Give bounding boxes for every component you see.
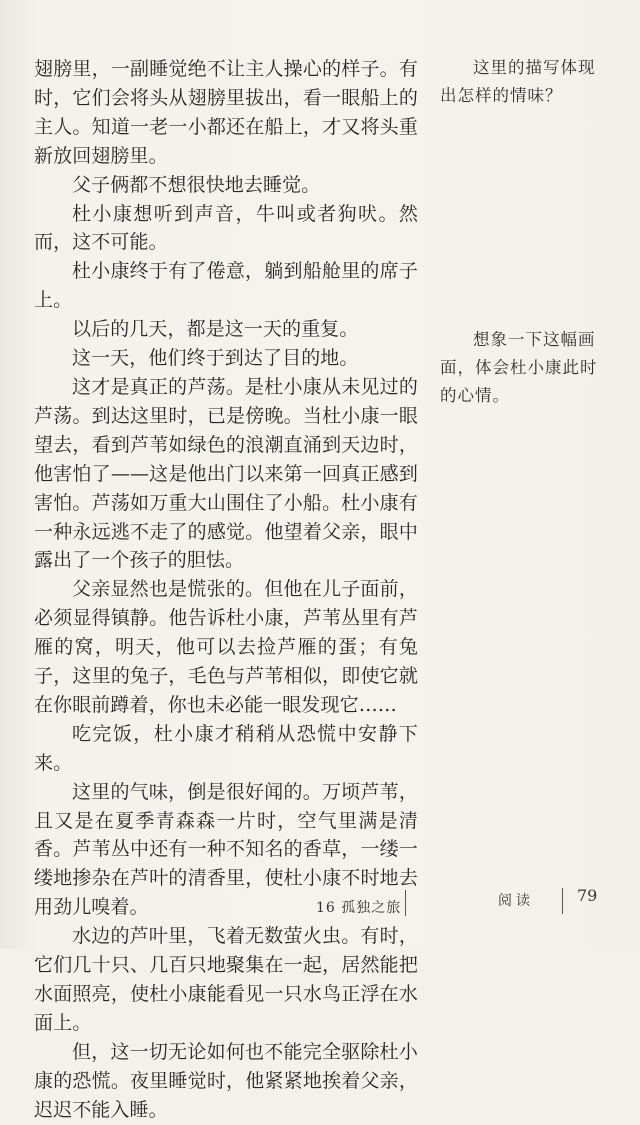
main-text-column <box>34 55 418 1125</box>
margin-note <box>440 54 610 110</box>
paragraph: 这才是真正的芦荡。是杜小康从未见过的芦荡。到达这里时，已是傍晚。当杜小康一眼望去，看到芦苇如绿色的浪潮直涌到天边时，他害怕了——这是他出门以来第一回真正感到害怕。芦荡如万重大山围住了小船。杜小康有一种永远逃不走了的感觉。他望着父亲，眼中露出了一个孩子的胆怯。 <box>34 375 418 572</box>
paragraph: 但，这一切无论如何也不能完全驱除杜小康的恐慌。夜里睡觉时，他紧紧地挨着父亲，迟迟不能入睡。 <box>34 1040 418 1121</box>
footer-section-label: 阅读 <box>498 893 534 909</box>
footer-lesson-title: 16 孤独之旅 <box>316 900 402 916</box>
paragraph: 这一天，他们终于到达了目的地。 <box>72 347 359 370</box>
paragraph: 杜小康终于有了倦意，躺到船舱里的席子上。 <box>34 260 418 312</box>
page-number: 79 <box>577 886 598 905</box>
paragraph: 翅膀里，一副睡觉绝不让主人操心的样子。有时，它们会将头从翅膀里拔出，看一眼船上的主人。知道一老一小都还在船上，才又将头重新放回翅膀里。 <box>34 58 418 167</box>
margin-note-text: 想象一下这幅画面，体会杜小康此时的心情。 <box>440 330 598 405</box>
footer-divider <box>405 890 406 916</box>
margin-note-text: 这里的描写体现出怎样的情味？ <box>440 58 596 105</box>
paragraph: 吃完饭，杜小康才稍稍从恐慌中安静下来。 <box>34 722 418 774</box>
paragraph: 杜小康想听到声音，牛叫或者狗吠。然而，这不可能。 <box>34 202 418 254</box>
paragraph: 父亲显然也是慌张的。但他在儿子面前，必须显得镇静。他告诉杜小康，芦苇丛里有芦雁的窝，明天，他可以去捡芦雁的蛋；有兔子，这里的兔子，毛色与芦苇相似，即使它就在你眼前蹲着，你也未必能一眼发现它…… <box>34 578 418 716</box>
paragraph: 父子俩都不想很快地去睡觉。 <box>72 173 321 196</box>
paragraph: 这里的气味，倒是很好闻的。万顷芦苇，且又是在夏季青森森一片时，空气里满是清香。芦苇丛中还有一种不知名的香草，一缕一缕地掺杂在芦叶的清香里，使杜小康不时地去用劲儿嗅着。 <box>34 780 418 919</box>
margin-note <box>440 326 610 410</box>
footer-divider <box>562 888 563 914</box>
paragraph: 水边的芦叶里，飞着无数萤火虫。有时，它们几十只、几百只地聚集在一起，居然能把水面照亮，使杜小康能看见一只水鸟正浮在水面上。 <box>34 925 418 1034</box>
paragraph: 以后的几天，都是这一天的重复。 <box>72 318 359 341</box>
